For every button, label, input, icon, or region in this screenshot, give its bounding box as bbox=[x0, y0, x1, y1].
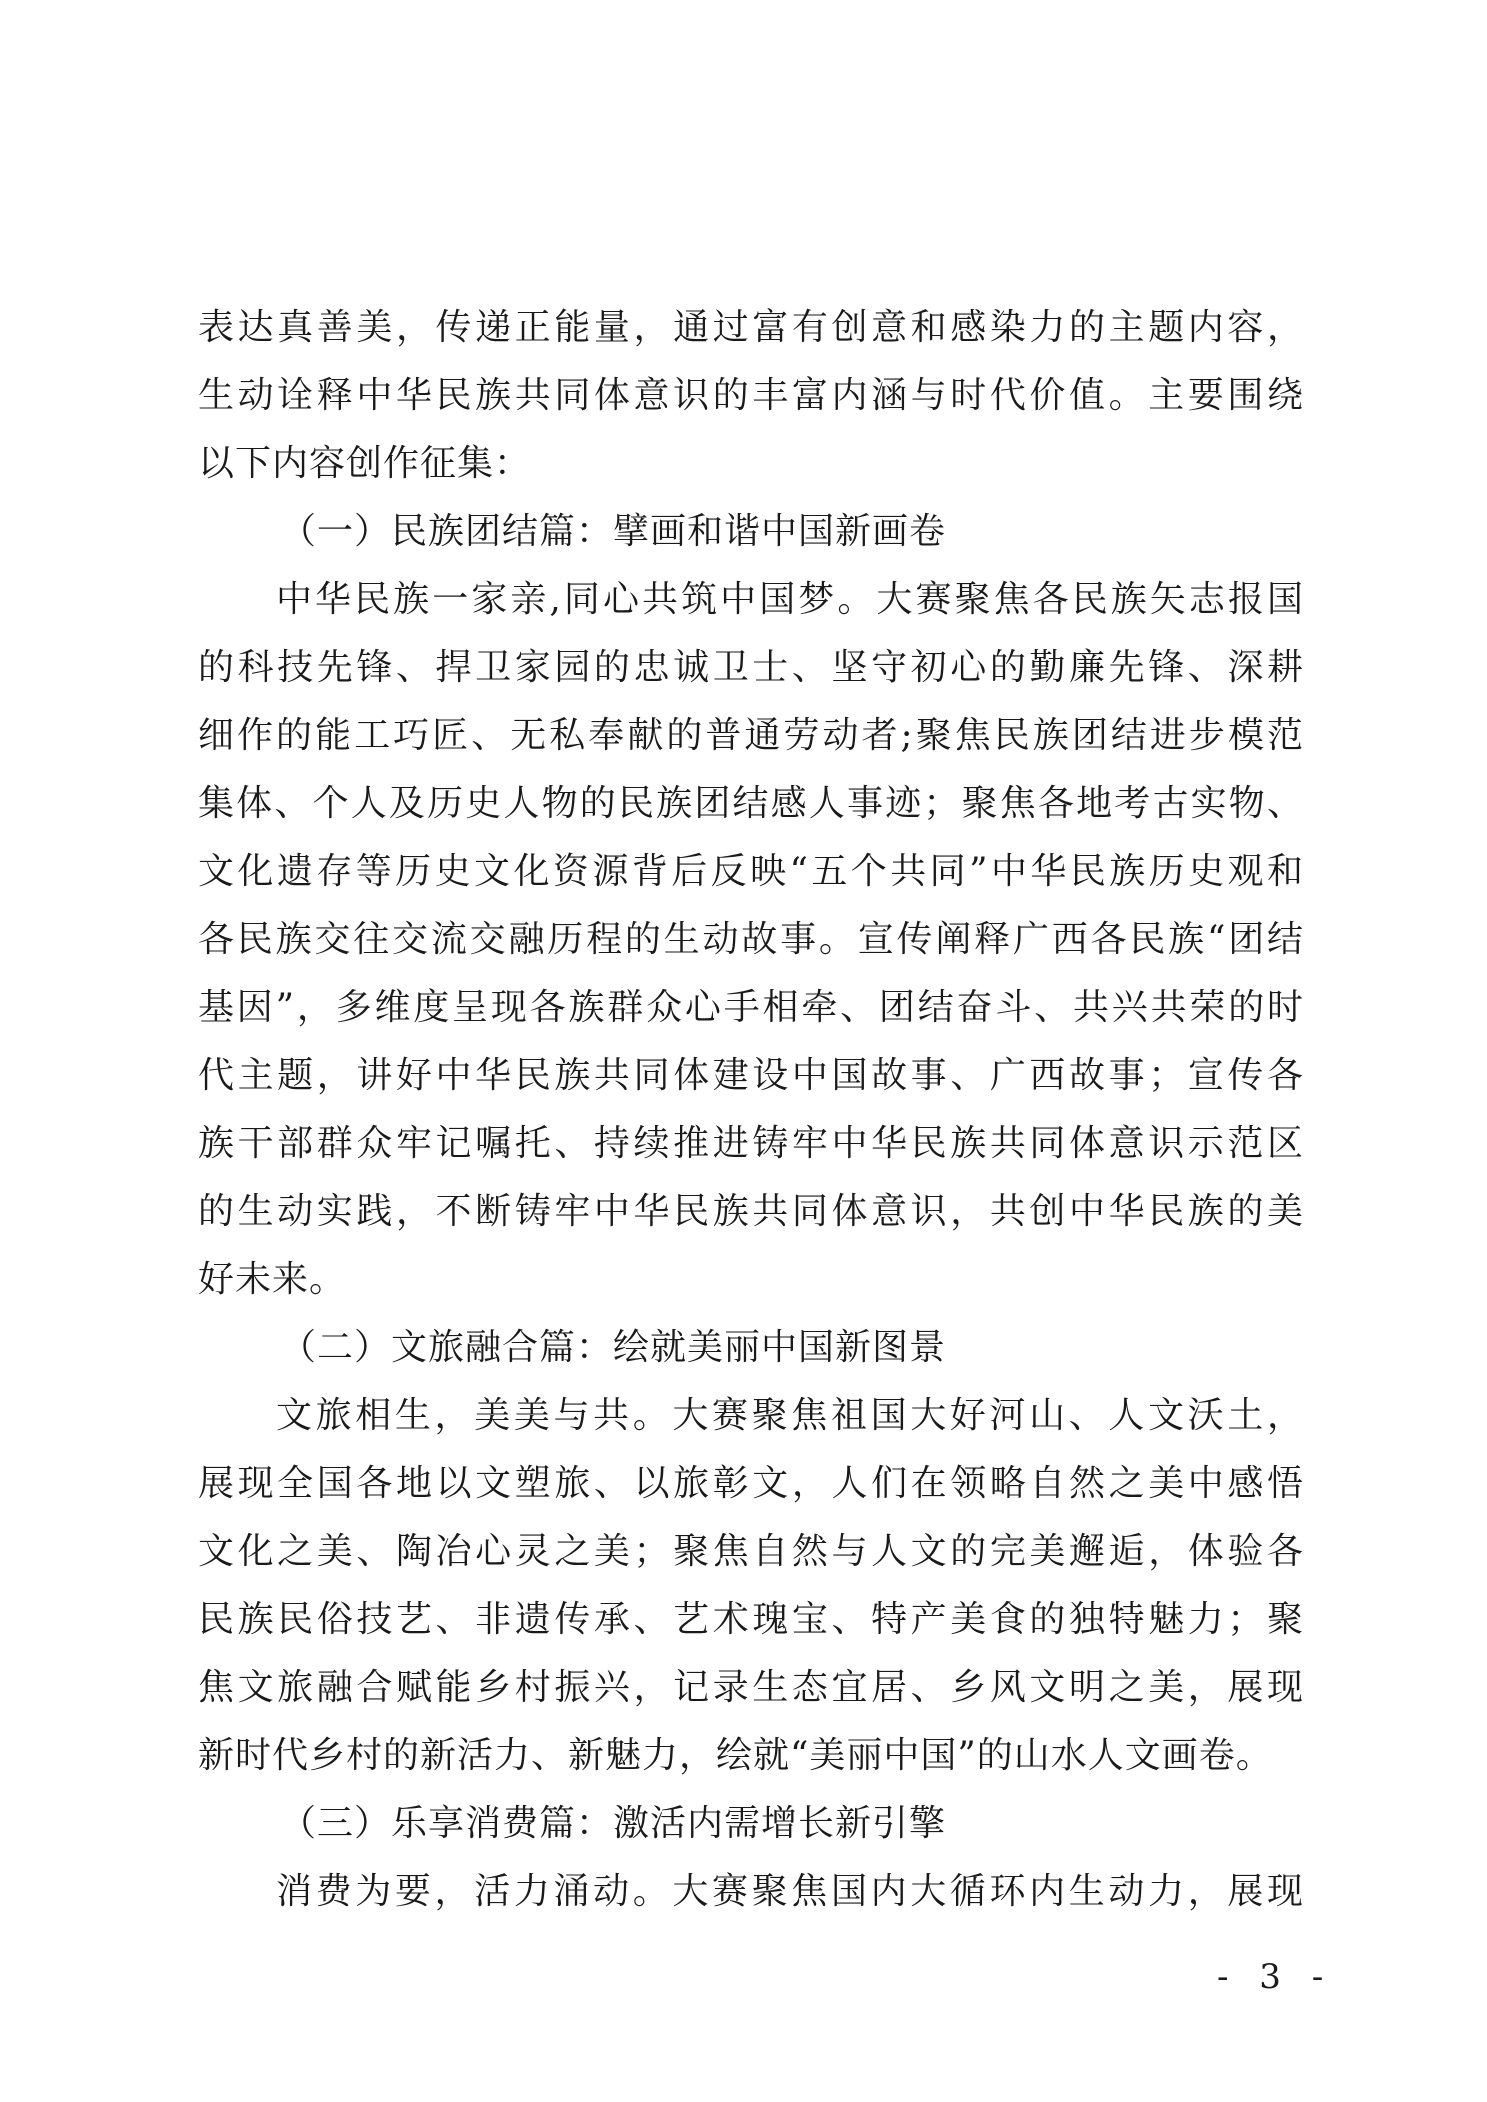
section1-line-3: 细作的能工巧匠、无私奉献的普通劳动者;聚焦民族团结进步模范 bbox=[198, 715, 1304, 756]
section1-line-6: 各民族交往交流交融历程的生动故事。宣传阐释广西各民族“团结 bbox=[198, 919, 1304, 960]
section3-line-1: 消费为要，活力涌动。大赛聚焦国内大循环内生动力，展现 bbox=[276, 1871, 1304, 1912]
section2-line-6: 新时代乡村的新活力、新魅力，绘就“美丽中国”的山水人文画卷。 bbox=[198, 1735, 1273, 1776]
section1-line-1: 中华民族一家亲,同心共筑中国梦。大赛聚焦各民族矢志报国 bbox=[276, 579, 1304, 620]
intro-line-3: 以下内容创作征集： bbox=[198, 443, 532, 484]
section1-line-2: 的科技先锋、捍卫家园的忠诚卫士、坚守初心的勤廉先锋、深耕 bbox=[198, 647, 1304, 688]
section1-line-5: 文化遗存等历史文化资源背后反映“五个共同”中华民族历史观和 bbox=[198, 851, 1304, 892]
section2-line-4: 民族民俗技艺、非遗传承、艺术瑰宝、特产美食的独特魅力；聚 bbox=[198, 1599, 1304, 1640]
section2-line-2: 展现全国各地以文塑旅、以旅彰文，人们在领略自然之美中感悟 bbox=[198, 1463, 1304, 1504]
intro-line-1: 表达真善美，传递正能量，通过富有创意和感染力的主题内容， bbox=[198, 307, 1304, 348]
section3-heading: （三）乐享消费篇：激活内需增长新引擎 bbox=[280, 1803, 947, 1844]
section1-line-4: 集体、个人及历史人物的民族团结感人事迹；聚焦各地考古实物、 bbox=[198, 783, 1304, 824]
section1-line-8: 代主题，讲好中华民族共同体建设中国故事、广西故事；宣传各 bbox=[198, 1055, 1304, 1096]
page-number: - 3 - bbox=[1217, 1957, 1334, 1997]
section1-line-7: 基因”，多维度呈现各族群众心手相牵、团结奋斗、共兴共荣的时 bbox=[198, 987, 1304, 1028]
section1-heading: （一）民族团结篇：擘画和谐中国新画卷 bbox=[280, 511, 947, 552]
section2-line-3: 文化之美、陶冶心灵之美；聚焦自然与人文的完美邂逅，体验各 bbox=[198, 1531, 1304, 1572]
section2-heading: （二）文旅融合篇：绘就美丽中国新图景 bbox=[280, 1327, 947, 1368]
section1-line-10: 的生动实践，不断铸牢中华民族共同体意识，共创中华民族的美 bbox=[198, 1191, 1304, 1232]
section1-line-11: 好未来。 bbox=[198, 1259, 347, 1300]
section2-line-1: 文旅相生，美美与共。大赛聚焦祖国大好河山、人文沃土， bbox=[276, 1395, 1304, 1436]
section2-line-5: 焦文旅融合赋能乡村振兴，记录生态宜居、乡风文明之美，展现 bbox=[198, 1667, 1304, 1708]
intro-line-2: 生动诠释中华民族共同体意识的丰富内涵与时代价值。主要围绕 bbox=[198, 375, 1304, 416]
section1-line-9: 族干部群众牢记嘱托、持续推进铸牢中华民族共同体意识示范区 bbox=[198, 1123, 1304, 1164]
